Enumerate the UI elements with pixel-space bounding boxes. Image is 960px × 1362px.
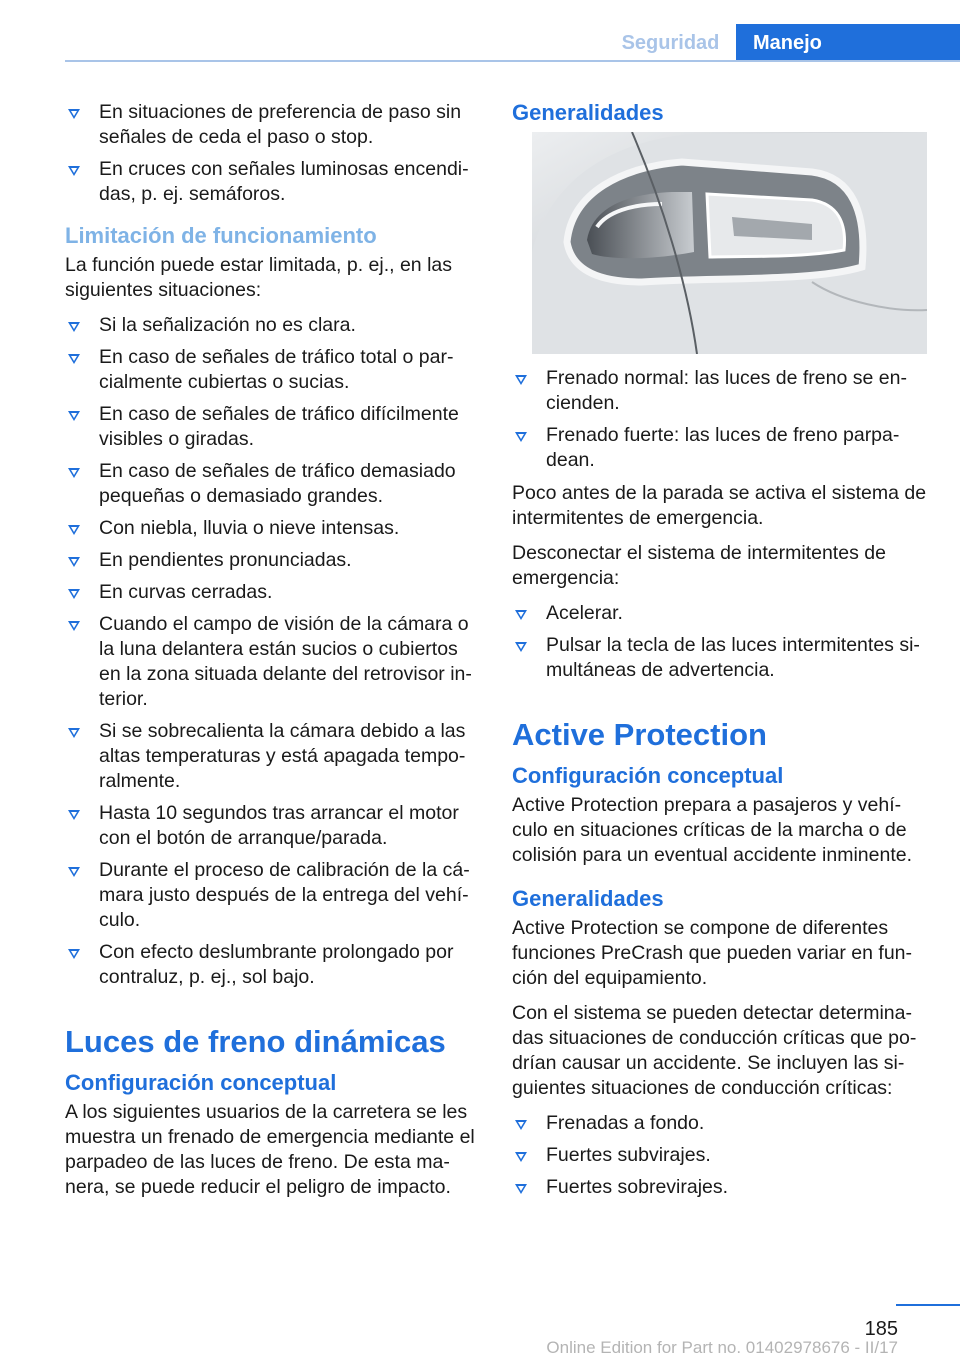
page-number: 185 (864, 1318, 898, 1340)
edition-footer: Online Edition for Part no. 01402978676 - II/17 (546, 1338, 898, 1357)
brake-light-image (512, 132, 927, 354)
list-item: Cuando el campo de visión de la cámara o la luna delantera están sucios o cubiertos en la zona situada delante del retrovisor in-terior. (65, 612, 480, 712)
list-item: Frenado fuerte: las luces de freno parpa-dean. (512, 423, 927, 473)
list-item: Frenado normal: las luces de freno se en-cienden. (512, 366, 927, 416)
bullet-triangle-icon (515, 1152, 527, 1162)
list-item: En pendientes pronunciadas. (65, 548, 480, 573)
bullet-triangle-icon (68, 166, 80, 176)
bullet-triangle-icon (68, 557, 80, 567)
list-item: En caso de señales de tráfico total o par-cialmente cubiertas o sucias. (65, 345, 480, 395)
list-item: Si la señalización no es clara. (65, 313, 480, 338)
list-item: En curvas cerradas. (65, 580, 480, 605)
bullet-triangle-icon (68, 411, 80, 421)
tab-manejo[interactable]: Manejo (736, 24, 960, 62)
header-tabs (605, 24, 960, 62)
list-item: Pulsar la tecla de las luces intermitentes si-multáneas de advertencia. (512, 633, 927, 683)
right-column (512, 100, 927, 1208)
ap-concept-text: Active Protection prepara a pasajeros y vehí-culo en situaciones críticas de la marcha o de colisión para un eventual accidente inminente. (512, 794, 913, 866)
bullet-triangle-icon (68, 589, 80, 599)
list-item: Durante el proceso de calibración de la cá-mara justo después de la entrega del vehí-culo. (65, 858, 480, 933)
ap-generalities-text-1: Active Protection se compone de diferentes funciones PreCrash que pueden variar en fun-ción del equipamiento. (512, 917, 912, 989)
deactivation-list (512, 601, 927, 683)
hazard-activation-text: Poco antes de la parada se activa el sistema de intermitentes de emergencia. (512, 482, 927, 529)
ap-generalities-text-2: Con el sistema se pueden detectar determina-das situaciones de conducción críticas que po-drían causar un accidente. Se incluyen las si-guientes situaciones de conducción críticas: (512, 1002, 917, 1099)
situations-list (65, 100, 480, 207)
left-column (65, 100, 480, 1210)
bullet-triangle-icon (68, 949, 80, 959)
bullet-triangle-icon (515, 375, 527, 385)
list-item: Acelerar. (512, 601, 927, 626)
bullet-triangle-icon (515, 610, 527, 620)
list-item: Hasta 10 segundos tras arrancar el motor con el botón de arranque/parada. (65, 801, 480, 851)
list-item: En situaciones de preferencia de paso sin señales de ceda el paso o stop. (65, 100, 480, 150)
limitation-heading: Limitación de funcionamiento (65, 223, 377, 248)
ap-concept-heading: Configuración conceptual (512, 763, 784, 788)
limitation-list (65, 313, 480, 990)
footer-divider (896, 1304, 960, 1306)
bullet-triangle-icon (515, 432, 527, 442)
bullet-triangle-icon (68, 810, 80, 820)
bullet-triangle-icon (68, 354, 80, 364)
list-item: Fuertes sobrevirajes. (512, 1175, 927, 1200)
list-item: En caso de señales de tráfico difícilmente visibles o giradas. (65, 402, 480, 452)
bullet-triangle-icon (515, 1184, 527, 1194)
bullet-triangle-icon (68, 109, 80, 119)
list-item: En cruces con señales luminosas encendi-das, p. ej. semáforos. (65, 157, 480, 207)
section-title-active-protection: Active Protection (512, 717, 767, 752)
list-item: Fuertes subvirajes. (512, 1143, 927, 1168)
list-item: En caso de señales de tráfico demasiado pequeñas o demasiado grandes. (65, 459, 480, 509)
concept-text: A los siguientes usuarios de la carretera se les muestra un frenado de emergencia mediante el parpadeo de las luces de freno. De esta ma-nera, se puede reducir el peligro de impacto. (65, 1101, 475, 1198)
ap-generalities-heading: Generalidades (512, 886, 664, 911)
generalities-heading: Generalidades (512, 100, 664, 125)
header-divider (65, 60, 960, 62)
tab-seguridad[interactable]: Seguridad (605, 24, 736, 62)
list-item: Frenadas a fondo. (512, 1111, 927, 1136)
list-item: Si se sobrecalienta la cámara debido a las altas temperaturas y está apagada tempo-ralmente. (65, 719, 480, 794)
tail-light-illustration (512, 132, 927, 354)
bullet-triangle-icon (68, 525, 80, 535)
bullet-triangle-icon (515, 642, 527, 652)
bullet-triangle-icon (68, 621, 80, 631)
bullet-triangle-icon (68, 468, 80, 478)
bullet-triangle-icon (68, 728, 80, 738)
limitation-intro: La función puede estar limitada, p. ej., en las siguientes situaciones: (65, 254, 452, 301)
brake-modes-list (512, 366, 927, 473)
critical-situations-list (512, 1111, 927, 1200)
section-title-brake-lights: Luces de freno dinámicas (65, 1024, 446, 1059)
list-item: Con efecto deslumbrante prolongado por contraluz, p. ej., sol bajo. (65, 940, 480, 990)
bullet-triangle-icon (68, 322, 80, 332)
bullet-triangle-icon (515, 1120, 527, 1130)
list-item: Con niebla, lluvia o nieve intensas. (65, 516, 480, 541)
concept-heading: Configuración conceptual (65, 1070, 337, 1095)
bullet-triangle-icon (68, 867, 80, 877)
hazard-deactivation-text: Desconectar el sistema de intermitentes de emergencia: (512, 542, 886, 589)
